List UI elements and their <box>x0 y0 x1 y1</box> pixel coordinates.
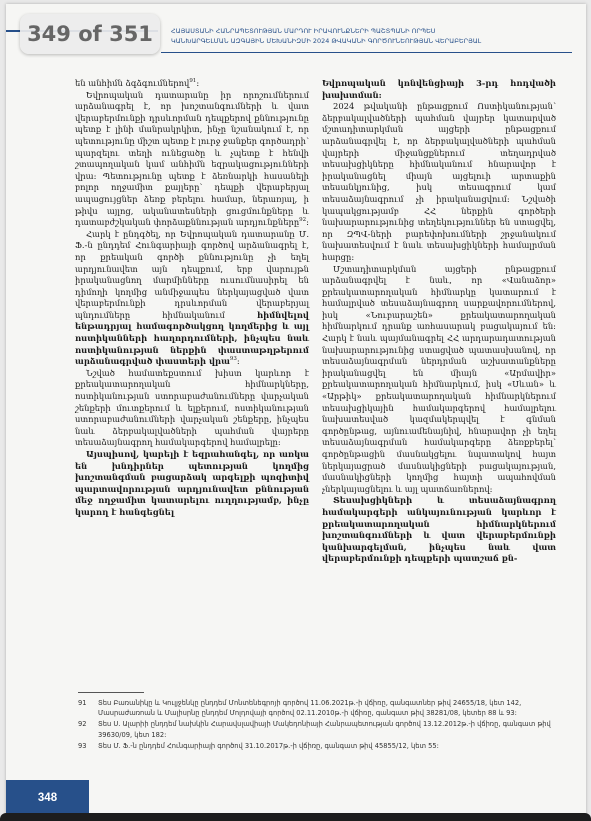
right-paragraph-2: Մշտադիտարկման այցերի ընթացքում արձանագրվել է նաև, որ «Վանաձոր» քրեակատարողական հիմնարկը կատարում է համալրված տեսաձայնագրող սարքավորումներով, իսկ «Նուբարաշեն» քրեակատարողական հիմնարկում դրանք առհասարակ բացակայում են: Հարկ է նաև պայմանագրել ՀՀ արդարադատության նախարարությունից ստացված պատասխանով, որ տեսաձայնագրման ներդրման աշխատանքները իրականացվել են միայն «Արմավիր» քրեակատարողական հիմնարկում, իսկ «Սևան» և «Արթիկ» քրեակատարողական հիմնարկներում տեսախցիկային համակարգերով համալրելու նախատեսված կազմակերպվել է գնման գործընթաց, այնուամենայնիվ, հնարավոր չի եղել տեսաձայնագրման համակարգերը ձեռքբերել՝ գործընթացին մասնակցելու նպատակով հայտ ներկայացրած մասնակիցների բացակայության, մասնակիցների կողմից հայտի ապահովման չներկայացնելու և այլ պատճառներով: <box>322 263 556 494</box>
footnote-item <box>78 719 556 739</box>
page-number-tab <box>6 780 89 816</box>
footnotes <box>78 698 556 752</box>
viewer-bottom-edge <box>0 813 591 821</box>
left-paragraph-3: Հարկ է ընդգծել, որ Եվրոպական դատարանը Մ. Ֆ.-ն ընդդեմ Հունգարիայի գործով արձանագրել է, որ քրեական գործի քննությունը չի եղել արդյունավետ այն դեպքում, երբ վարույթն իրականացնող մարմինները ուսումնասիրել են դիմողի կողմից անմիջապես ներկայացված վատ վերաբերմունքի դրսևորման վերաբերյալ պնդումները հիմնականում հիմնվելով ենթադրյալ համագործակցող կողմերից և այլ ոստիկանների հաղորդումների, ինչպես նաև ոստիկանության ներքին փաստաթղթերում արձանագրված փաստերի վրա$^{93}$: <box>75 228 309 367</box>
left-paragraph-4: Նշված համատեքստում խիստ կարևոր է քրեակատարողական հիմնարկները, ոստիկանության ստորաբաժանումները վարչական շենքերի մուտքերում և ելքերում, ոստիկանության ստորաբաժանումների վարչական շենքերը, ինչպես նաև ձերբակալվածների պահման վայրերը տեսաձայնագրող համակարգերով համալրելը: <box>75 367 309 448</box>
footnote-ref-91[interactable]: 91 <box>189 78 197 85</box>
footnote-divider <box>78 692 144 693</box>
footnote-text: Տես Մ. Ֆ.-ն ընդդեմ Հունգարիայի գործով 31.10.2017թ.-ի վճիռը, գանգատ թիվ 45855/12, կետ 55: <box>98 741 439 750</box>
right-paragraph-1: 2024 թվականի ընթացքում Ոստիկանության՝ ձերբակալվածների պահման վայրեր կատարված մշտադիտարկման այցերի ընթացքում արձանագրվել է, որ ձերբակալվածների պահման վայրերի միջանցքներում տեղադրված տեսախցիկները հիմնականում հնարավոր է իրականացնել միայն այցելուի արտաքին տեսանկյունից, իսկ տեսագրում կամ տեսաձայնագրում չի իրականացվում: Նշվածի կապակցությամբ ՀՀ ներքին գործերի նախարարությունից տեղեկություններ են ստացվել, որ ԶՊՎ-ների բարեփոխումների շրջանակում նախատեսվում է նաև տեսախցիկների համալրման հարցը: <box>322 101 556 262</box>
page-indicator-badge[interactable] <box>20 14 160 54</box>
footnote-ref-93[interactable]: 93 <box>229 356 237 363</box>
right-column <box>322 78 556 565</box>
page-indicator-text: 349 of 351 <box>27 22 153 46</box>
page-number: 348 <box>37 792 58 804</box>
header-divider <box>161 52 572 53</box>
right-lead-heading: Եվրոպական կոնվենցիայի 3-րդ հոդվածի խախտման: <box>322 78 556 100</box>
footnote-text: Տես Բառանիկը և Կուլյջենկը ընդդեմ Մոնտենեգրոյի գործով 11.06.2021թ.-ի վճիռը, գանգատներ թիվ 24655/18, կետ 142, Մասրաժառոան և Մալիսրնը ընդդեմ Մոլդովայի գործով 02.11.2010թ.-ի վճիռը, գանգատ թիվ 38281/08, կետեր 88 և 93: <box>98 699 522 718</box>
footnote-item <box>78 698 556 718</box>
left-paragraph-3-emphasis: հիմնվելով ենթադրյալ համագործակցող կողմերից և այլ ոստիկանների հաղորդումների, ինչպես նաև ոստիկանության ներքին փաստաթղթերում արձանագրված փաստերի վրա <box>75 309 309 367</box>
footnote-item <box>78 741 556 751</box>
footnote-number: 91 <box>78 699 87 707</box>
left-paragraph-2: Եվրոպական դատարանը իր որոշումներում արձանագրել է, որ խոշտանգումների և վատ վերաբերմունքի դրսևորման դեպքերով քննությունը պետք է լինի մանրակրկիտ, ինչը նշանակում է, որ պետությունը միշտ պետք է լուրջ ջանքեր գործադրի՝ պարզելու տեղի ունեցածը և չպետք է հենվի շտապողական կամ անհիմն եզրակացությունների վրա: Պետությունը պետք է ձեռնարկի հասանելի բոլոր ողջամիտ քայլերը՝ դեպքի վերաբերյալ ապացույցներ ձեռք բերելու համար, ներառյալ, ի թիվս այլոց, ականատեսների ցուցմունքները և դատաբժշկական փորձաքննության արդյունքները$^{92}$: <box>75 89 309 228</box>
left-column <box>75 78 309 519</box>
left-paragraph-5: Այսպիսով, կարելի է եզրահանգել, որ առկա են խնդիրներ պետության կողմից խոշտանգման բացարձակ արգելքի պոզիտիվ պարտավորության արդյունավետ քննության մեջ ողջամիտ կատարելու ուղղությամբ, ինչը կարող է հանգեցնել <box>75 449 309 517</box>
running-header-line-1: ՀԱՅԱՍՏԱՆԻ ՀԱՆՐԱՊԵՏՈՒԹՅԱՆ ՄԱՐԴՈՒ ԻՐԱՎՈՒՆՔՆԵՐԻ ՊԱՇՏՊԱՆԻ ՈՐՊԵՍ <box>171 27 436 35</box>
running-header-line-2: ԿԱՆԽԱՐԳԵԼՄԱՆ ԱԶԳԱՅԻՆ ՄԵԽԱՆԻԶՄԻ 2024 ԹՎԱԿԱՆԻ ԳՈՐԾՈՒՆԵՈՒԹՅԱՆ ՎԵՐԱԲԵՐՅԱԼ <box>171 37 482 45</box>
footnote-ref-92[interactable]: 92 <box>299 217 307 224</box>
right-paragraph-3: Տեսախցիկների և տեսաձայնագրող համակարգերի անկայունության կարևոր է քրեակատարողական հիմնարկներում խոշտանգումների և վատ վերաբերմունքի կանխարգելման, ինչպես նաև վատ վերաբերմունքի դեպքերի պատշաճ քն- <box>322 495 556 564</box>
footnote-number: 92 <box>78 720 87 729</box>
footnote-number: 93 <box>78 741 87 750</box>
document-page <box>6 4 586 816</box>
running-header <box>171 26 576 46</box>
footnote-text: Տես Ս. Ալարիի ընդդեմ նախկին Հարավսլավիայի Մակեդոնիայի Հանրապետության գործով 13.12.2012թ.-ի վճիռը, գանգատ թիվ 39630/09, կետ 182: <box>98 720 551 739</box>
left-paragraph-1: են անհիմն ձգձգումներով$^{91}$: <box>75 78 200 88</box>
